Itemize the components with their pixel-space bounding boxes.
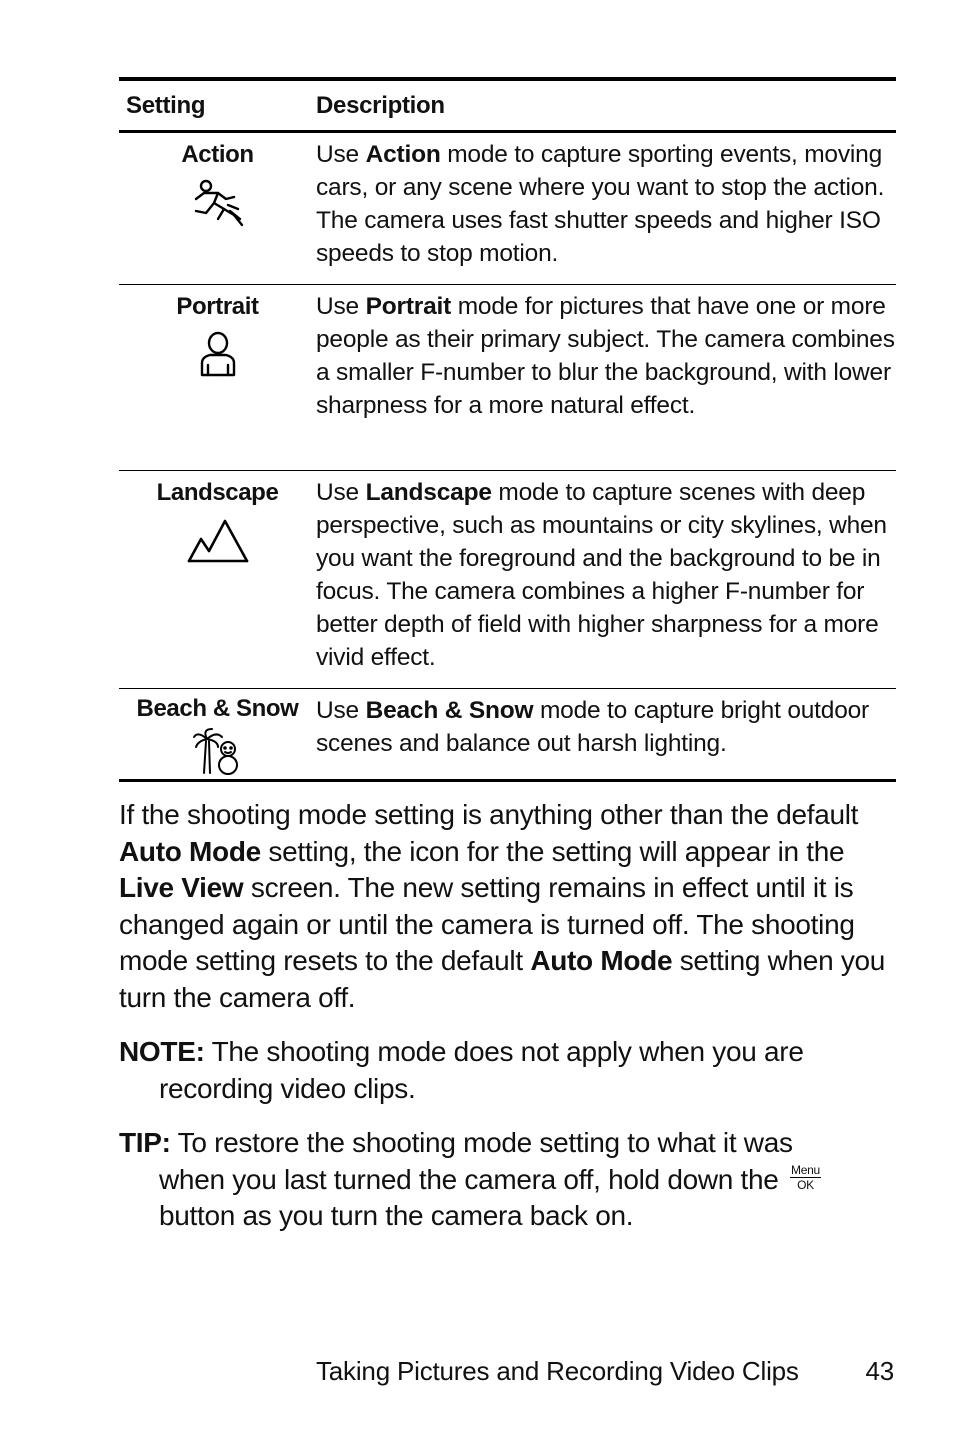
auto-mode-term: Auto Mode (119, 835, 261, 867)
auto-mode-term: Auto Mode (530, 945, 673, 976)
description-cell (316, 471, 896, 688)
header-description: Description (316, 91, 445, 119)
desc-mode-name: Portrait (365, 293, 452, 320)
desc-mode-name: Landscape (365, 479, 492, 506)
tip-text: when you last turned the camera off, hold down the (159, 1163, 779, 1195)
live-view-term: Live View (119, 872, 244, 903)
tip-block (119, 1125, 899, 1235)
mountain-icon (187, 517, 249, 565)
setting-cell (119, 285, 316, 470)
setting-label: Action (181, 141, 254, 168)
setting-label: Beach & Snow (136, 695, 299, 722)
desc-mode-name: Action (365, 141, 441, 168)
desc-prefix: Use (316, 141, 366, 168)
setting-cell (119, 689, 316, 779)
paragraph-text: setting, the icon for the setting will appear in the (260, 835, 845, 867)
portrait-person-icon (196, 331, 240, 377)
desc-text: mode for pictures that have one or more people as their primary subject. The camera combines a smaller F-number to blur the background, with lower sharpness for a more natural effect. (316, 293, 895, 419)
setting-label: Landscape (156, 479, 279, 506)
setting-label: Portrait (176, 293, 259, 320)
paragraph-text: screen. The new setting remains in effect until it is changed again or until the camera is turned off. The shooting mode setting resets to the default (119, 872, 855, 976)
page-footer (316, 1356, 894, 1387)
desc-text: mode to capture scenes with deep perspective, such as mountains or city skylines, when you want the foreground and the background to be in focus. The camera combines a higher F-number for better depth of field with higher sharpness for a more vivid effect. (316, 479, 887, 671)
tip-label: TIP: (119, 1127, 171, 1158)
table-row (119, 688, 896, 779)
paragraph-text: setting when you turn the camera off. (119, 945, 886, 1013)
menu-label: Menu (791, 1162, 820, 1177)
note-text-continued: recording video clips. (159, 1072, 416, 1104)
desc-prefix: Use (316, 293, 366, 320)
tip-text: To restore the shooting mode setting to what it was (170, 1127, 793, 1158)
footer-chapter-title: Taking Pictures and Recording Video Clips (316, 1356, 799, 1386)
table-row (119, 470, 896, 688)
desc-text: mode to capture sporting events, moving cars, or any scene where you want to stop the action. The camera uses fast shutter speeds and higher ISO speeds to stop motion. (316, 141, 885, 267)
table-row (119, 284, 896, 470)
description-cell (316, 285, 896, 470)
menu-ok-button-icon (790, 1164, 821, 1191)
tip-text-continued (119, 1162, 899, 1199)
desc-text: mode to capture bright outdoor scenes and balance out harsh lighting. (316, 697, 870, 757)
tip-text-continued: button as you turn the camera back on. (159, 1200, 634, 1231)
table-row (119, 132, 896, 284)
running-person-icon (190, 179, 246, 229)
description-cell (316, 689, 896, 779)
page-number: 43 (865, 1356, 894, 1386)
description-cell (316, 133, 896, 284)
note-block (119, 1034, 899, 1107)
note-label: NOTE: (119, 1036, 205, 1067)
header-setting: Setting (126, 91, 206, 119)
desc-mode-name: Beach & Snow (365, 697, 534, 724)
note-text: The shooting mode does not apply when you are (204, 1036, 804, 1067)
shooting-mode-table (119, 77, 896, 782)
setting-cell (119, 471, 316, 688)
desc-prefix: Use (316, 697, 366, 724)
body-paragraph (119, 797, 899, 1016)
desc-prefix: Use (316, 479, 366, 506)
setting-cell (119, 133, 316, 284)
ok-label: OK (797, 1177, 814, 1192)
table-header (119, 81, 896, 132)
paragraph-text: If the shooting mode setting is anything other than the default (119, 799, 859, 830)
palm-tree-snowman-icon (192, 727, 244, 775)
